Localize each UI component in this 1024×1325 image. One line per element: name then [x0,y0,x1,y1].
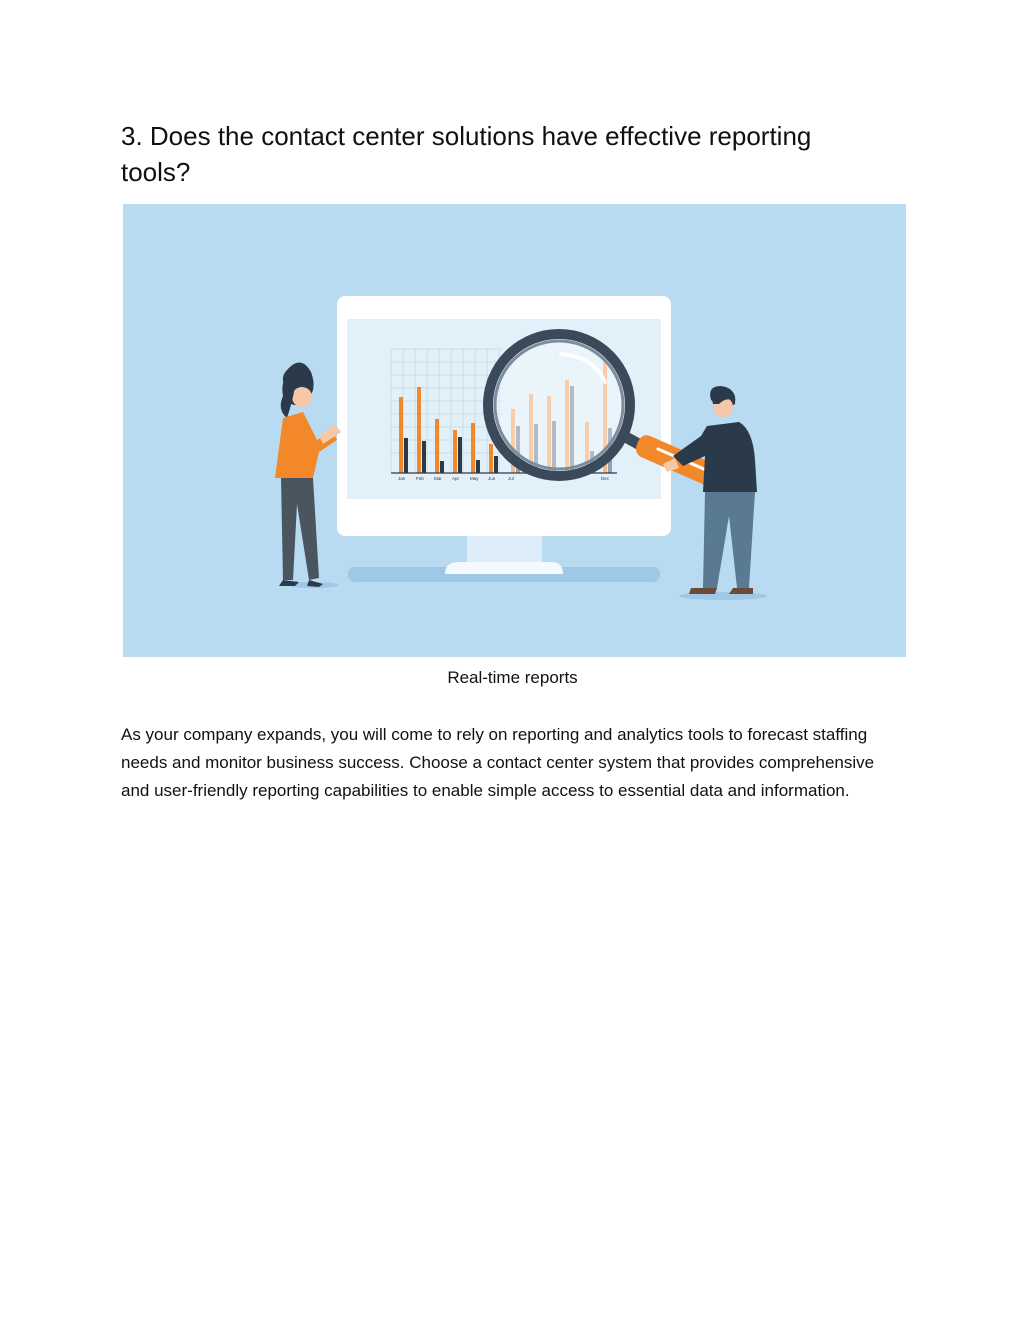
month-label: May [470,476,479,481]
bar-orange [399,397,403,473]
bar-orange [489,444,493,473]
magnifier-lens [488,334,630,476]
monitor-foot [445,562,563,574]
bar-dark [422,441,426,473]
bar-dark [494,456,498,473]
man-shoe [729,588,753,594]
bar-dark [476,460,480,473]
figure-caption: Real-time reports [447,668,578,687]
reporting-illustration [123,204,906,657]
section-heading: 3. Does the contact center solutions have effective reporting tools? [121,121,812,187]
bar-dark [404,438,408,473]
month-label: Jan [398,476,406,481]
bar-orange [453,430,457,473]
month-label: Dec [601,476,610,481]
bar-orange [417,387,421,473]
month-label: Feb [416,476,424,481]
bar-dark [440,461,444,473]
month-label: Jul [508,476,514,481]
month-label: Apr [452,476,460,481]
month-label: Jun [488,476,496,481]
bar-orange [471,423,475,473]
monitor-stand [467,534,542,564]
man-shoe [689,588,717,594]
woman-head [292,387,312,407]
bar-orange [435,419,439,473]
body-paragraph: As your company expands, you will come to rely on reporting and analytics tools to forecast staffing needs and monitor business success. Choose a contact center system that provides comprehensive and user-friendly reporting capabilities to enable simple access to essential data and information. [121,725,875,800]
bar-dark [458,437,462,473]
month-label: Mar [434,476,442,481]
